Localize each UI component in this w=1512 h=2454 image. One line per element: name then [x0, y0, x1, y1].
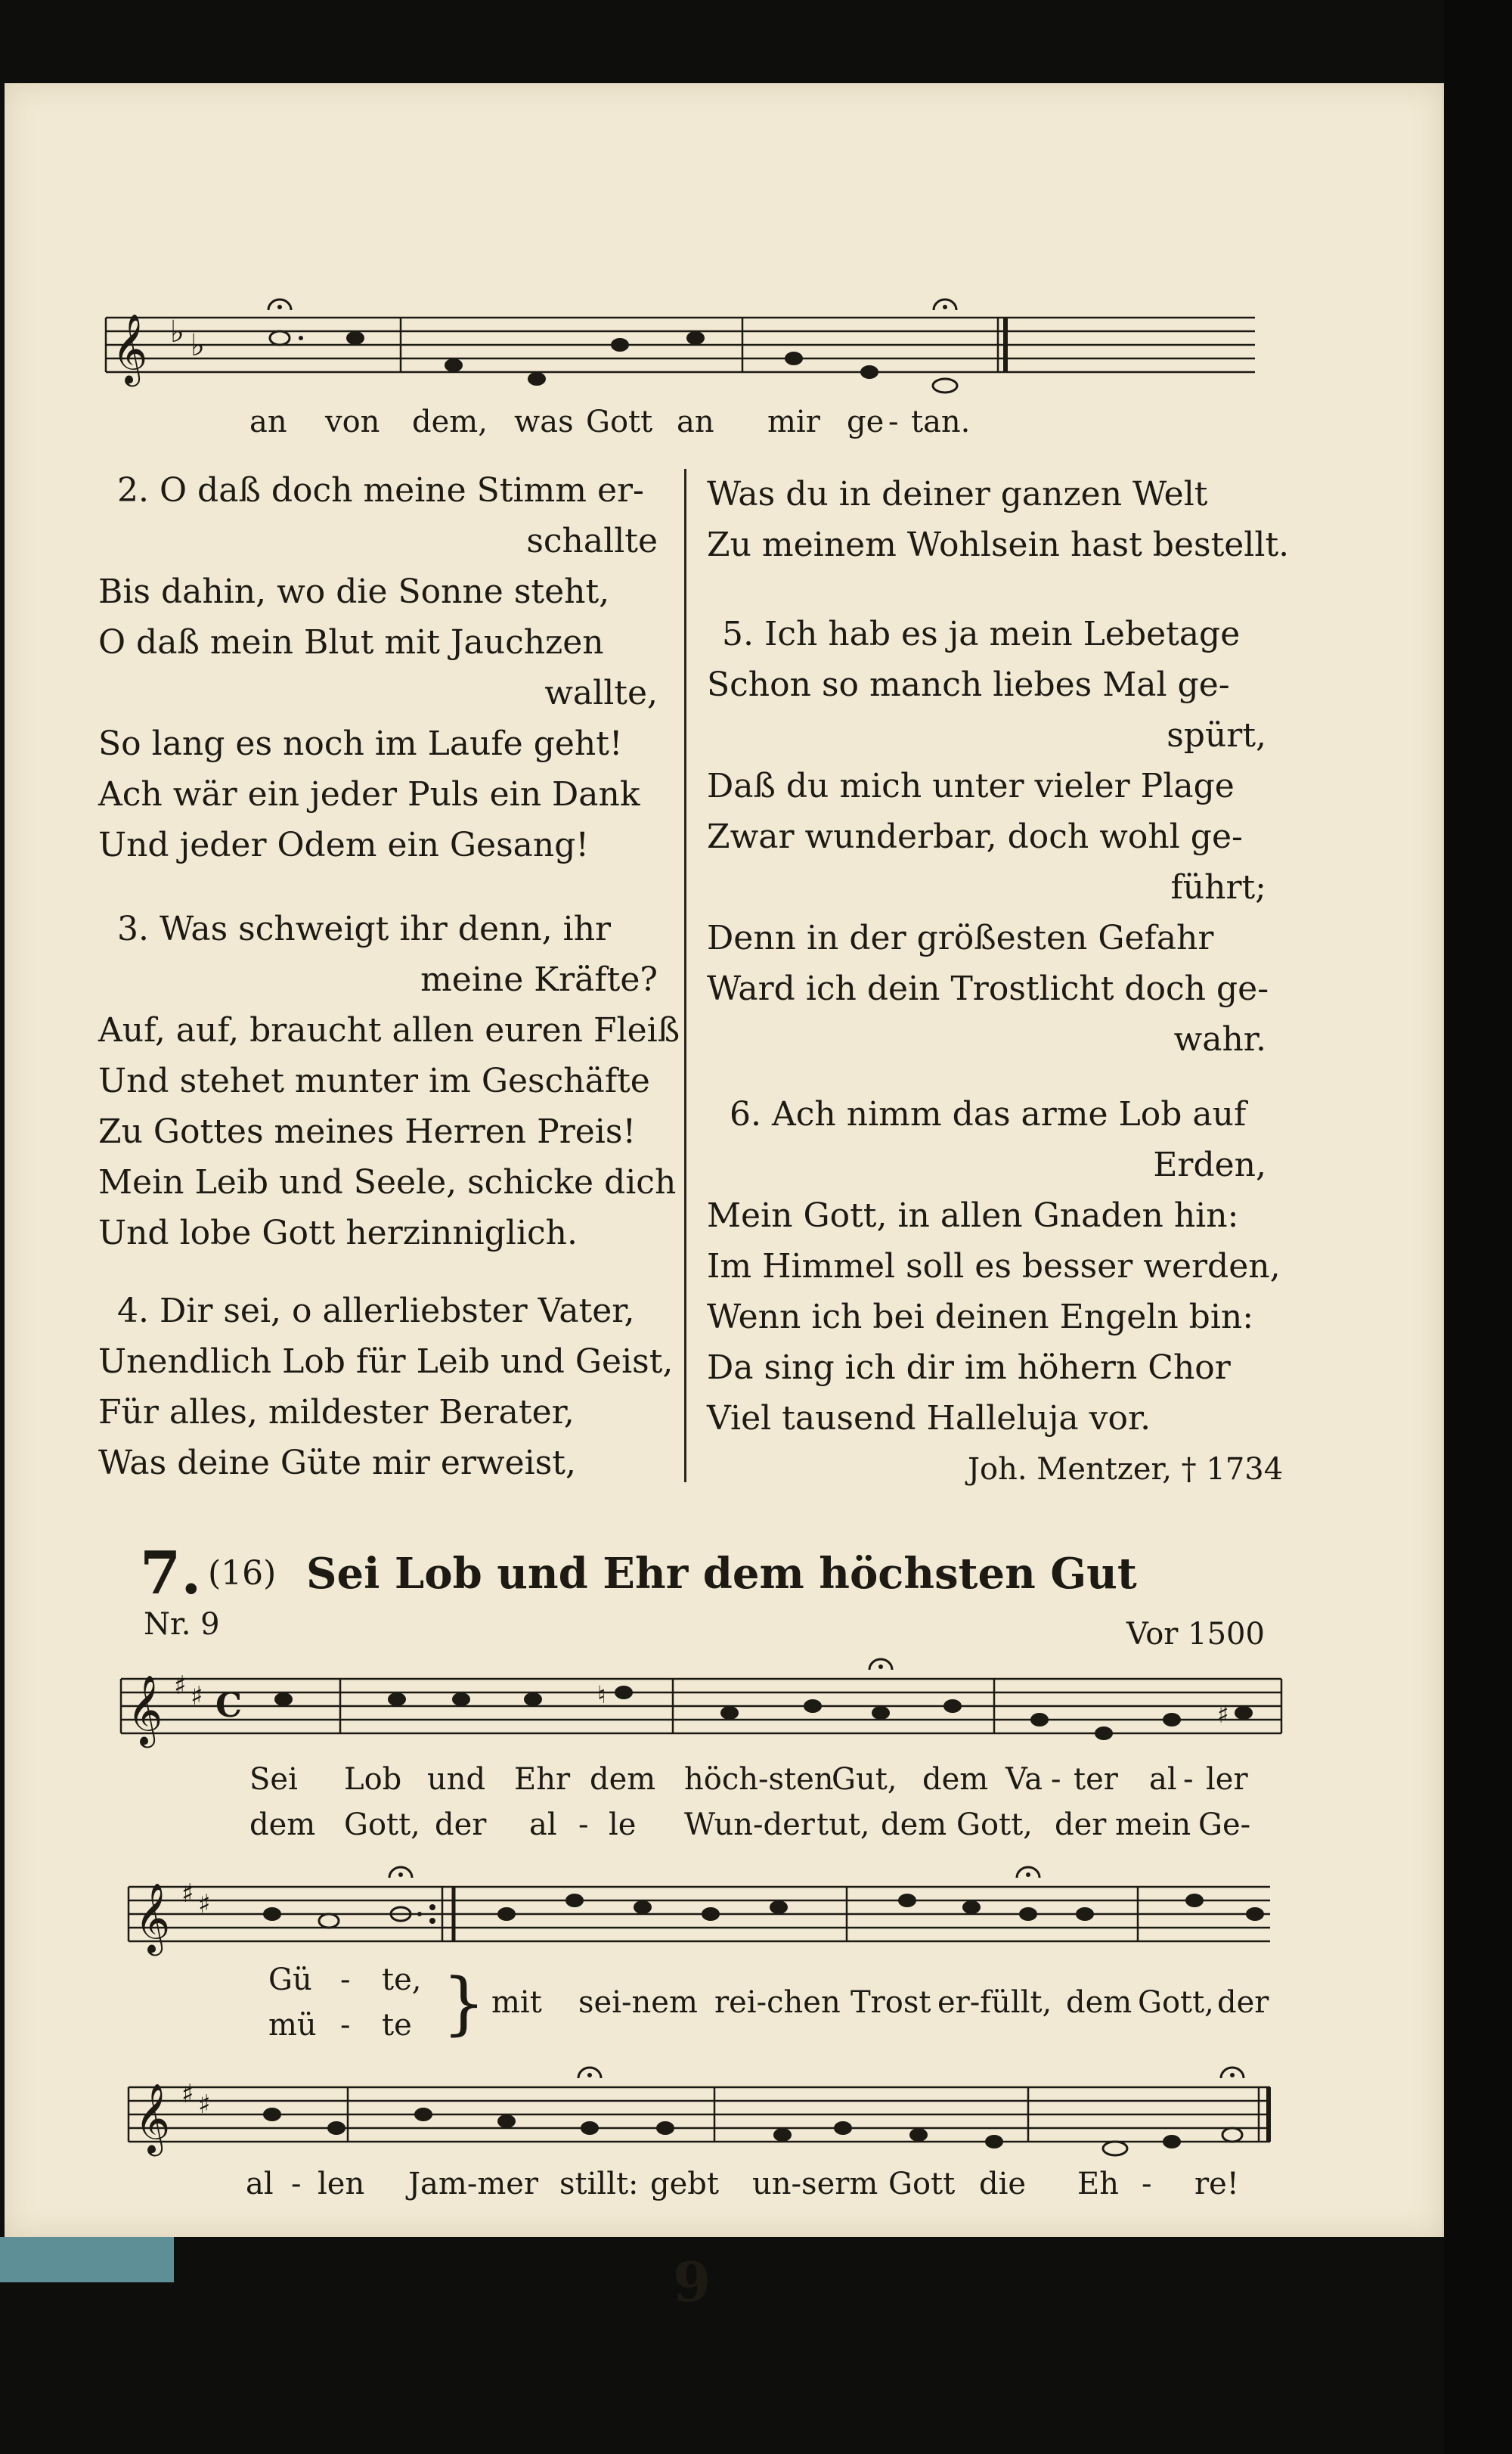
verse-line: Mein Gott, in allen Gnaden hin:	[707, 1196, 1239, 1235]
page-number: 9	[673, 2250, 711, 2314]
verse-line: Erden,	[1153, 1146, 1266, 1184]
svg-text:𝄞: 𝄞	[135, 2083, 171, 2153]
lyric: -	[888, 405, 899, 439]
hymn-number: 7.	[140, 1539, 202, 1608]
lyric: al	[1149, 1762, 1177, 1797]
lyric: -	[578, 1807, 589, 1842]
svg-text:♯: ♯	[181, 2079, 194, 2109]
svg-text:♯: ♯	[198, 1889, 211, 1919]
lyric: ler	[1206, 1762, 1248, 1797]
brace: }	[442, 1964, 486, 2043]
verse-line: O daß doch meine Stimm er-	[159, 471, 644, 510]
lyric: dem	[249, 1807, 316, 1842]
verse-line: Dir sei, o allerliebster Vater,	[159, 1292, 635, 1330]
hymn-staff-1	[113, 1656, 1293, 1754]
lyric: Va	[1005, 1762, 1043, 1797]
verse-line: Im Himmel soll es besser werden,	[707, 1247, 1281, 1286]
lyric: dem	[1066, 1985, 1132, 2020]
hymn-date: Vor 1500	[1126, 1617, 1265, 1652]
verse-line: führt;	[1170, 868, 1266, 907]
lyric: dem	[881, 1807, 947, 1842]
lyric: er-füllt,	[937, 1985, 1052, 2020]
lyric: Gott,	[956, 1807, 1033, 1842]
verse-line: Daß du mich unter vieler Plage	[707, 767, 1235, 805]
lyric: der	[1217, 1985, 1269, 2020]
lyric: -	[1142, 2167, 1152, 2201]
svg-text:C: C	[215, 1686, 243, 1725]
lyric: -	[1051, 1762, 1061, 1797]
lyric: Gott,	[1138, 1985, 1214, 2020]
svg-text:♭: ♭	[170, 315, 184, 349]
lyric: von	[325, 405, 380, 439]
lyric: die	[979, 2167, 1027, 2201]
svg-text:♯: ♯	[191, 1681, 203, 1711]
verse-line: Was deine Güte mir erweist,	[98, 1444, 576, 1482]
lyric: der	[435, 1807, 487, 1842]
lyric: dem	[590, 1762, 656, 1797]
svg-text:𝄞: 𝄞	[112, 313, 148, 383]
lyric: an	[677, 405, 714, 439]
svg-text:♯: ♯	[174, 1671, 187, 1701]
lyric: -	[340, 2008, 351, 2043]
scan-border	[1444, 0, 1512, 2454]
verse-line: Was du in deiner ganzen Welt	[707, 475, 1208, 513]
verse-line: Mein Leib und Seele, schicke dich	[98, 1163, 677, 1202]
lyric: der	[1055, 1807, 1107, 1842]
verse-line: Wenn ich bei deinen Engeln bin:	[707, 1298, 1254, 1336]
verse-line: wallte,	[544, 674, 658, 712]
verse-number: 3.	[117, 910, 149, 948]
lyric: an	[249, 405, 287, 439]
verse-line: Für alles, mildester Berater,	[98, 1393, 575, 1432]
hymn-staff-3	[121, 2065, 1278, 2163]
verse-line: meine Kräfte?	[420, 960, 658, 999]
verse-line: O daß mein Blut mit Jauchzen	[98, 623, 604, 662]
lyric: mü	[268, 2008, 317, 2043]
verse-line: Ward ich dein Trostlicht doch ge-	[707, 970, 1269, 1008]
svg-text:♭: ♭	[191, 328, 205, 363]
lyric: re!	[1194, 2167, 1239, 2201]
column-divider	[684, 469, 686, 1482]
verse-line: Denn in der größesten Gefahr	[707, 919, 1214, 957]
svg-text:𝄞: 𝄞	[135, 1882, 171, 1953]
verse-line: Zu Gottes meines Herren Preis!	[98, 1112, 637, 1151]
lyric: höch-sten	[684, 1762, 834, 1797]
lyric: rei-chen	[714, 1985, 841, 2020]
lyric: Gott,	[344, 1807, 420, 1842]
verse-line: Unendlich Lob für Leib und Geist,	[98, 1342, 674, 1381]
verse-line: Bis dahin, wo die Sonne steht,	[98, 572, 610, 611]
lyric: te	[382, 2008, 412, 2043]
hymn-nr: Nr. 9	[144, 1607, 220, 1642]
lyric: Trost	[850, 1985, 931, 2020]
lyric: mir	[767, 405, 820, 439]
verse-line: Schon so manch liebes Mal ge-	[707, 665, 1230, 704]
attribution: Joh. Mentzer, † 1734	[968, 1452, 1284, 1487]
lyric: al	[529, 1807, 557, 1842]
verse-line: Zwar wunderbar, doch wohl ge-	[707, 817, 1243, 856]
verse-line: Und jeder Odem ein Gesang!	[98, 826, 590, 864]
verse-line: Was schweigt ihr denn, ihr	[159, 910, 612, 948]
verse-line: Und stehet munter im Geschäfte	[98, 1062, 650, 1100]
verse-line: Auf, auf, braucht allen euren Fleiß	[98, 1011, 680, 1050]
lyric: un-serm	[752, 2167, 878, 2201]
top-music-staff	[98, 295, 1263, 408]
lyric: Wun-der	[684, 1807, 815, 1842]
verse-line: Viel tausend Halleluja vor.	[707, 1399, 1151, 1438]
lyric: -	[340, 1962, 351, 1997]
lyric: Gut,	[832, 1762, 897, 1797]
svg-text:♮: ♮	[597, 1680, 606, 1709]
verse-line: spürt,	[1167, 716, 1266, 755]
verse-number: 2.	[117, 471, 149, 510]
svg-text:♯: ♯	[181, 1879, 194, 1909]
lyric: mit	[491, 1985, 542, 2020]
svg-text:♯: ♯	[1217, 1700, 1229, 1729]
verse-line: Zu meinem Wohlsein hast bestellt.	[707, 526, 1290, 564]
lyric: Eh	[1077, 2167, 1119, 2201]
lyric: Lob	[344, 1762, 402, 1797]
lyric: ter	[1074, 1762, 1118, 1797]
svg-text:♯: ♯	[198, 2089, 211, 2120]
lyric: al	[246, 2167, 274, 2201]
lyric: Ehr	[514, 1762, 571, 1797]
verse-number: 4.	[117, 1292, 149, 1330]
lyric: Sei	[249, 1762, 298, 1797]
lyric: tut,	[816, 1807, 870, 1842]
lyric: was	[514, 405, 574, 439]
lyric: Ge-	[1198, 1807, 1251, 1842]
hymn-title: Sei Lob und Ehr dem höchsten Gut	[306, 1549, 1137, 1599]
verse-line: Da sing ich dir im höhern Chor	[707, 1348, 1231, 1387]
lyric: dem,	[412, 405, 488, 439]
svg-text:𝄞: 𝄞	[127, 1674, 163, 1745]
lyric: -	[291, 2167, 302, 2201]
lyric: tan.	[911, 405, 971, 439]
lyric: und	[427, 1762, 486, 1797]
lyric: ge	[847, 405, 885, 439]
verse-number: 6.	[730, 1095, 761, 1134]
lyric: dem	[922, 1762, 989, 1797]
lyric: stillt:	[559, 2167, 639, 2201]
verse-line: So lang es noch im Laufe geht!	[98, 724, 623, 763]
lyric: sei-nem	[578, 1985, 698, 2020]
lyric: Gott	[586, 405, 653, 439]
verse-line: Ach wär ein jeder Puls ein Dank	[98, 775, 640, 814]
verse-line: Und lobe Gott herzinniglich.	[98, 1214, 578, 1252]
verse-line: wahr.	[1173, 1020, 1266, 1059]
verse-number: 5.	[722, 615, 754, 653]
verse-line: Ach nimm das arme Lob auf	[771, 1095, 1247, 1134]
lyric: -	[1183, 1762, 1194, 1797]
lyric: Gott	[888, 2167, 956, 2201]
verse-line: schallte	[526, 522, 658, 560]
hymn-staff-2	[121, 1864, 1278, 1962]
lyric: gebt	[650, 2167, 719, 2201]
hymn-ref: (16)	[208, 1554, 277, 1593]
page-edge-strip	[0, 2237, 174, 2282]
lyric: Gü	[268, 1962, 312, 1997]
lyric: te,	[382, 1962, 422, 1997]
lyric: Jam-mer	[408, 2167, 539, 2201]
verse-line: Ich hab es ja mein Lebetage	[764, 615, 1241, 653]
lyric: le	[609, 1807, 637, 1842]
lyric: len	[318, 2167, 365, 2201]
lyric: mein	[1115, 1807, 1191, 1842]
